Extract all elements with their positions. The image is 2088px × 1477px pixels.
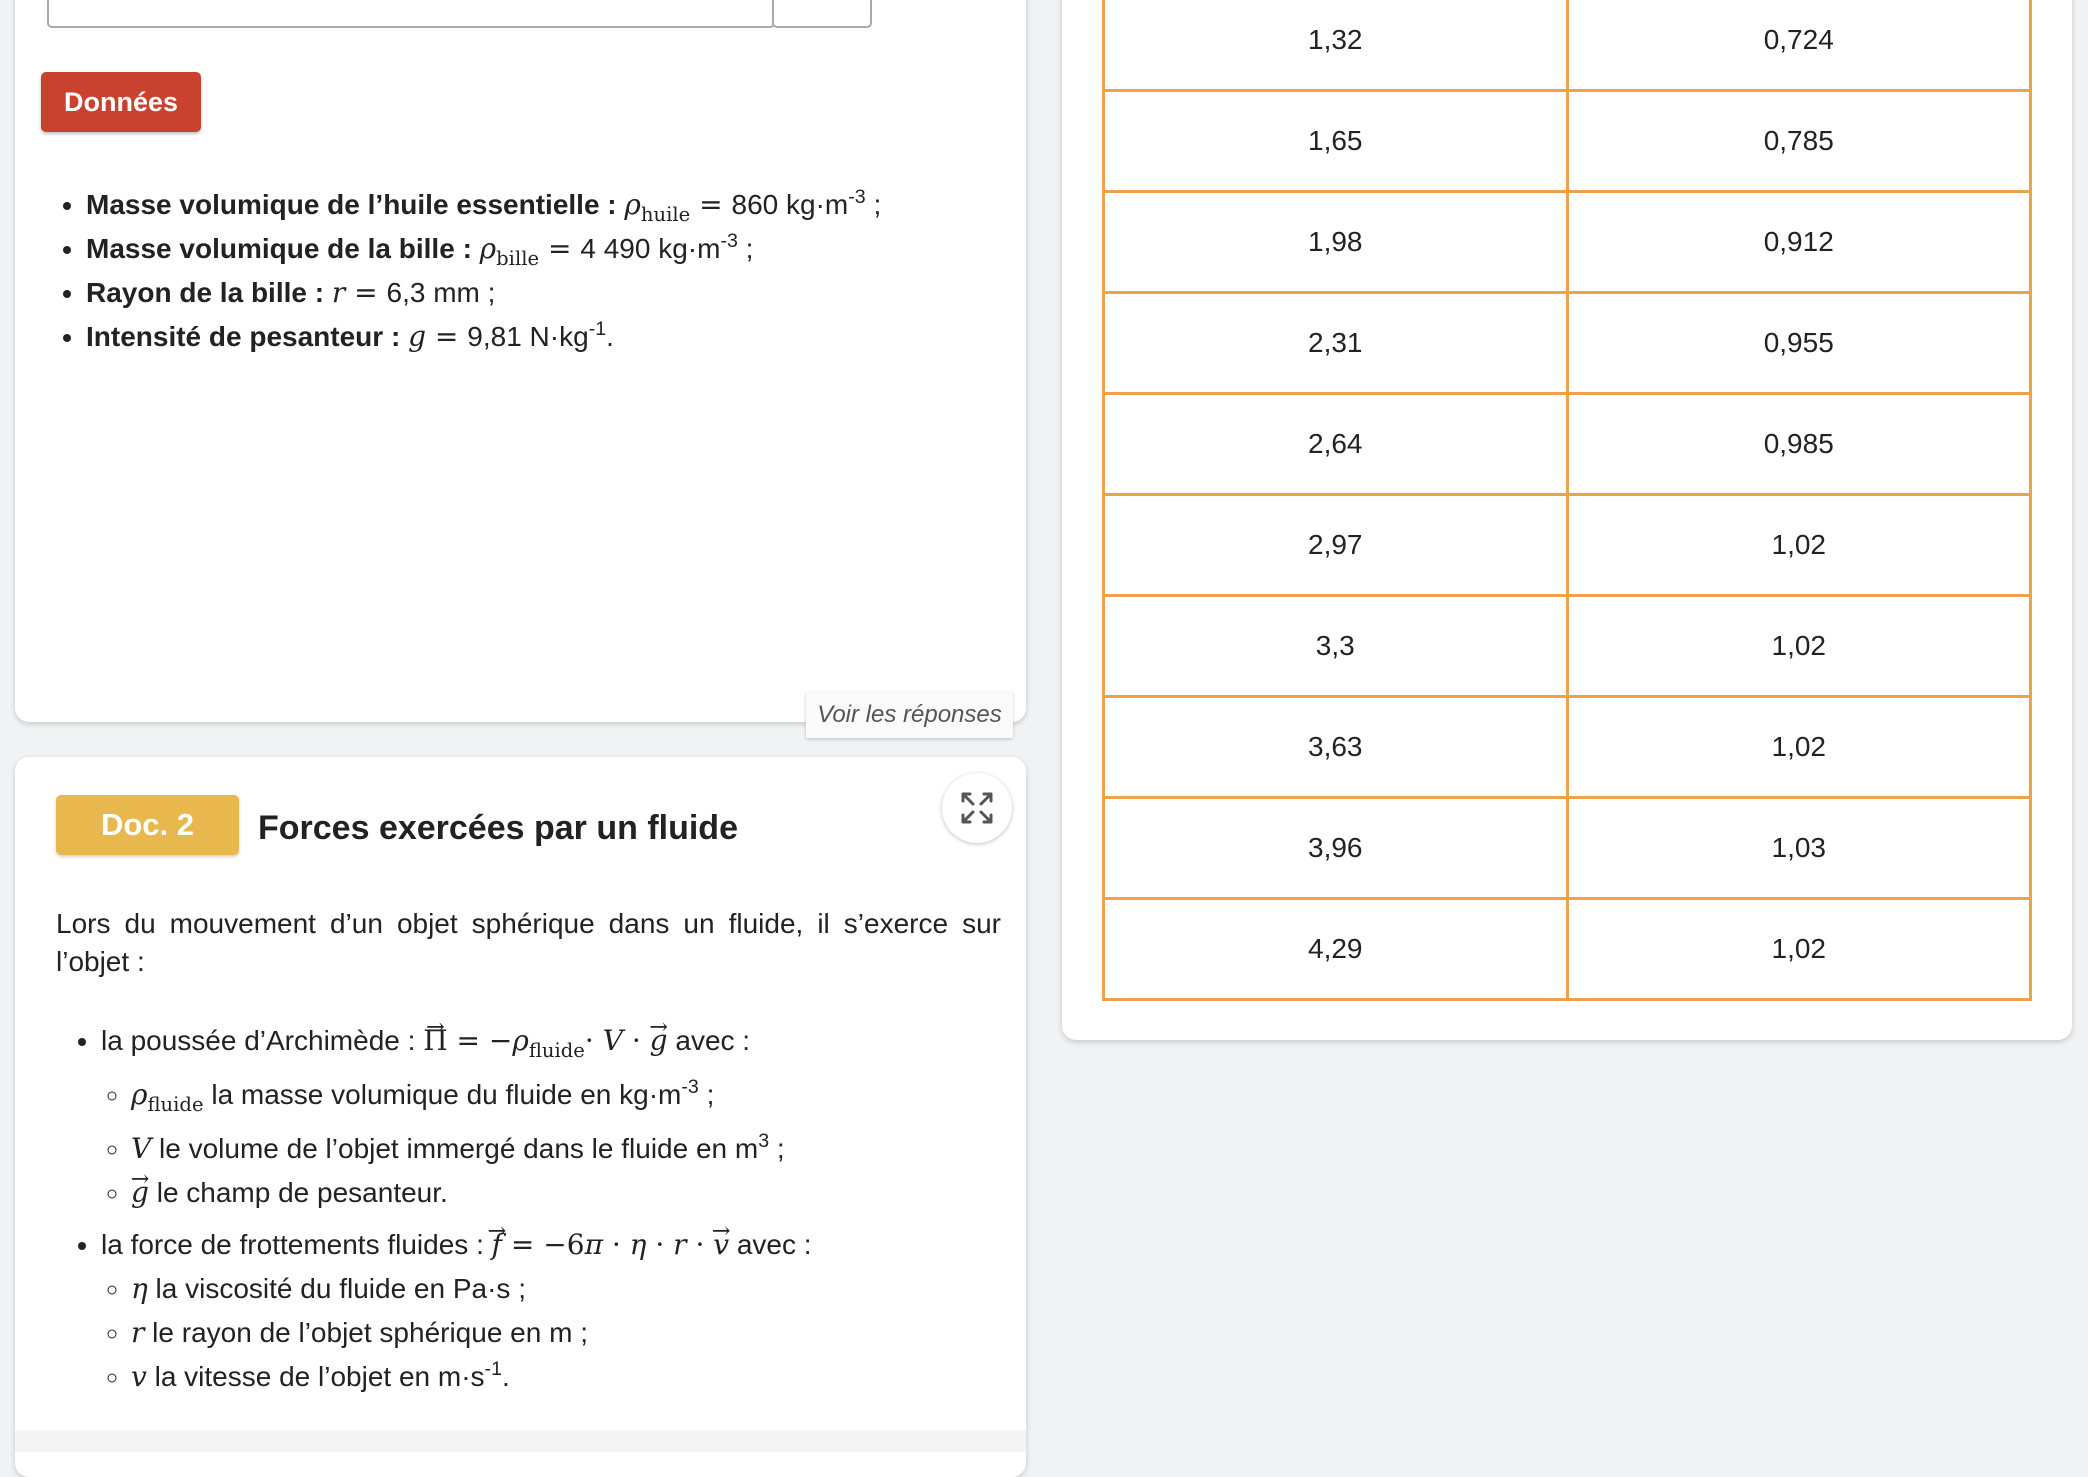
doc2-card — [15, 757, 1026, 1477]
table-cell: 4,29 — [1104, 899, 1568, 1000]
table-row — [1104, 91, 2031, 192]
table-cell: 0,724 — [1567, 0, 2031, 91]
donnees-badge: Données — [41, 72, 201, 132]
list-item: • Masse volumique de la bille : $\rho_{bille} = 4$ 490 $kg\cdot m^{-3}$ ; — [86, 227, 881, 271]
doc-title: Forces exercées par un fluide — [258, 809, 738, 847]
list-item-archimede: • la poussée d’Archimède : → $\Pi = -\rho_{fluide}\cdot V$ · → g avec : ◦ $\rho_{fluide}$ la masse volumique du fluide en $kg\cdot m^{-3}$ ; ◦ V le volume de l’objet immergé dans le fluide en $m^3$ ; ◦ → g le champ de pesanteur. — [101, 1019, 812, 1215]
table-cell: 2,31 — [1104, 293, 1568, 394]
list-item: • Intensité de pesanteur : g = 9,81 $N\cdot kg^{-1}$. — [86, 315, 881, 359]
table-cell: 0,912 — [1567, 192, 2031, 293]
table-cell: 2,64 — [1104, 394, 1568, 495]
list-item: ◦ r le rayon de l’objet sphérique en m ; — [131, 1311, 812, 1355]
answer-input[interactable] — [47, 0, 775, 28]
table-cell: 0,985 — [1567, 394, 2031, 495]
list-item: ◦ → g le champ de pesanteur. — [131, 1171, 812, 1215]
table-cell: 3,3 — [1104, 596, 1568, 697]
intro-paragraph: Lors du mouvement d’un objet sphérique dans un fluide, il s’exerce sur l’objet : — [56, 908, 1001, 977]
table-row — [1104, 495, 2031, 596]
show-answers-button[interactable]: Voir les réponses — [806, 692, 1013, 738]
expand-button[interactable] — [942, 773, 1012, 843]
table-cell: 1,02 — [1567, 899, 2031, 1000]
table-cell: 3,96 — [1104, 798, 1568, 899]
table-cell: 1,02 — [1567, 596, 2031, 697]
donnees-list — [48, 183, 881, 359]
list-item: ◦ $\rho_{fluide}$ la masse volumique du fluide en $kg\cdot m^{-3}$ ; — [131, 1073, 812, 1127]
card-footer — [15, 1430, 1026, 1452]
doc-badge: Doc. 2 — [56, 795, 239, 855]
table-cell: 1,03 — [1567, 798, 2031, 899]
table-cell: 3,63 — [1104, 697, 1568, 798]
table-cell: 0,785 — [1567, 91, 2031, 192]
expand-arrows-icon — [957, 788, 997, 828]
table-cell: 1,65 — [1104, 91, 1568, 192]
unit-input[interactable] — [772, 0, 872, 28]
table-cell: 1,02 — [1567, 495, 2031, 596]
list-item: ◦ η la viscosité du fluide en Pa·s ; — [131, 1267, 812, 1311]
table-row — [1104, 0, 2031, 91]
table-cell: 2,97 — [1104, 495, 1568, 596]
forces-list — [63, 1019, 812, 1399]
table-row — [1104, 596, 2031, 697]
table-cell: 1,98 — [1104, 192, 1568, 293]
list-item: • Masse volumique de l’huile essentielle : $\rho_{huile} = 860$ $kg\cdot m^{-3}$ ; — [86, 183, 881, 227]
list-item: ◦ V le volume de l’objet immergé dans le fluide en $m^3$ ; — [131, 1127, 812, 1171]
table-cell: 1,02 — [1567, 697, 2031, 798]
table-row — [1104, 697, 2031, 798]
table-cell: 0,955 — [1567, 293, 2031, 394]
table-cell: 1,32 — [1104, 0, 1568, 91]
table-row — [1104, 293, 2031, 394]
list-item-frottements: • la force de frottements fluides : → f = −6π · η · r · → v avec : ◦ η la viscosité du fluide en Pa·s ; ◦ r le rayon de l’objet sphérique en m ; ◦ v la vitesse de l’objet en $m\cdot s^{-1}$. — [101, 1223, 812, 1399]
table-row — [1104, 798, 2031, 899]
table-row — [1104, 394, 2031, 495]
table-row — [1104, 899, 2031, 1000]
data-table — [1102, 0, 2032, 1001]
list-item: • Rayon de la bille : r = 6,3 mm ; — [86, 271, 881, 315]
table-row — [1104, 192, 2031, 293]
list-item: ◦ v la vitesse de l’objet en $m\cdot s^{-1}$. — [131, 1355, 812, 1399]
